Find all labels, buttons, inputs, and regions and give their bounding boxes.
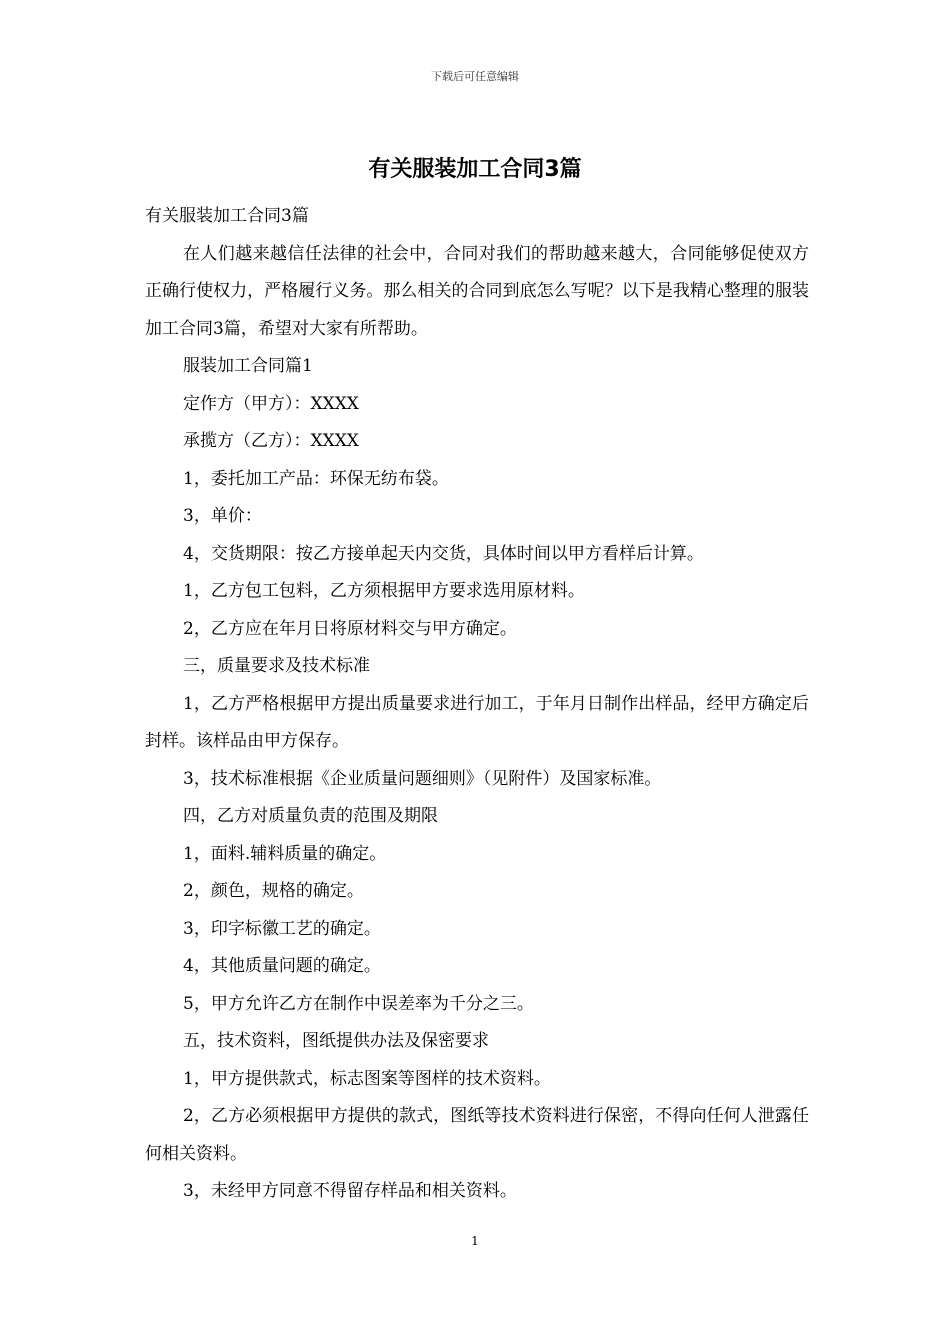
paragraph: 3，未经甲方同意不得留存样品和相关资料。 xyxy=(183,1181,517,1201)
paragraph: 4，交货期限：按乙方接单起天内交货，具体时间以甲方看样后计算。 xyxy=(183,543,704,564)
paragraph: 1，甲方提供款式，标志图案等图样的技术资料。 xyxy=(183,1068,551,1089)
paragraph: 3，技术标准根据《企业质量问题细则》（见附件）及国家标准。 xyxy=(183,768,662,789)
document-title: 有关服装加工合同3篇 xyxy=(368,157,582,182)
paragraph: 3，单价： xyxy=(183,506,262,526)
paragraph: 5，甲方允许乙方在制作中误差率为千分之三。 xyxy=(183,993,534,1014)
party-a-line: 定作方（甲方）：XXXX xyxy=(183,393,359,414)
section-heading: 五，技术资料，图纸提供办法及保密要求 xyxy=(183,1031,489,1051)
paragraph: 4，其他质量问题的确定。 xyxy=(183,956,381,976)
document-subtitle: 有关服装加工合同3篇 xyxy=(145,206,309,226)
document-body xyxy=(145,198,809,1211)
paragraph: 2，乙方应在年月日将原材料交与甲方确定。 xyxy=(183,618,517,639)
page-header: 下载后可任意编辑 xyxy=(431,70,519,83)
paragraph: 2，乙方必须根据甲方提供的款式，图纸等技术资料进行保密，不得向任何人泄露任何相关资料。 xyxy=(145,1106,809,1164)
party-b-line: 承揽方（乙方）：XXXX xyxy=(183,431,359,451)
page-number: 1 xyxy=(471,1234,479,1248)
section-heading: 四，乙方对质量负责的范围及期限 xyxy=(183,806,438,826)
paragraph: 3，印字标徽工艺的确定。 xyxy=(183,918,381,939)
section-heading: 三，质量要求及技术标准 xyxy=(183,656,370,676)
paragraph: 1，委托加工产品：环保无纺布袋。 xyxy=(183,468,449,489)
section-heading: 服装加工合同篇1 xyxy=(183,356,313,376)
paragraph: 1，面料.辅料质量的确定。 xyxy=(183,843,387,864)
paragraph: 2，颜色，规格的确定。 xyxy=(183,881,364,901)
paragraph-intro: 在人们越来越信任法律的社会中，合同对我们的帮助越来越大，合同能够促使双方正确行使权力，严格履行义务。那么相关的合同到底怎么写呢？以下是我精心整理的服装加工合同3篇，希望对大家有所帮助。 xyxy=(145,243,809,339)
paragraph: 1，乙方严格根据甲方提出质量要求进行加工，于年月日制作出样品，经甲方确定后封样。该样品由甲方保存。 xyxy=(145,693,809,751)
paragraph: 1，乙方包工包料，乙方须根据甲方要求选用原材料。 xyxy=(183,581,585,601)
